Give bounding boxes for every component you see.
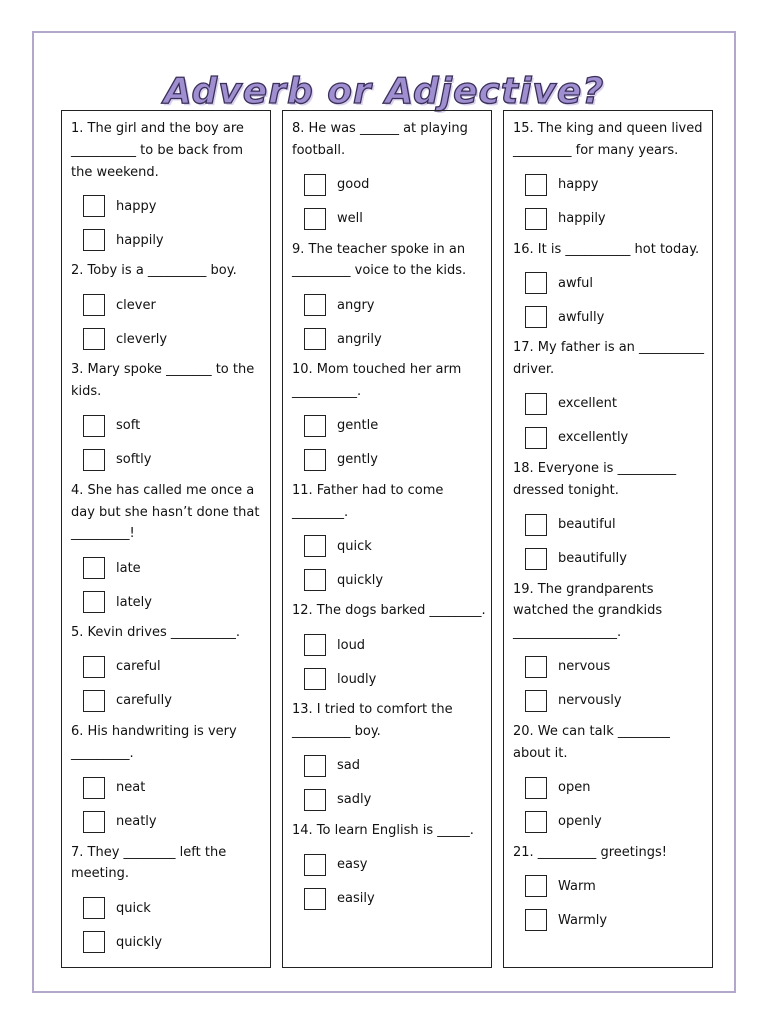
answer-option-label: awfully xyxy=(558,309,605,325)
question-block xyxy=(513,458,707,576)
question-text: 7. They ________ left the meeting. xyxy=(71,844,227,882)
answer-option[interactable] xyxy=(525,869,707,903)
answer-checkbox[interactable] xyxy=(304,634,326,656)
question-block xyxy=(513,239,707,335)
answer-option[interactable] xyxy=(83,189,265,223)
question-text: 13. I tried to comfort the _________ boy. xyxy=(292,702,453,739)
answer-option-label: sadly xyxy=(337,792,372,808)
answer-checkbox[interactable] xyxy=(304,294,326,316)
answer-option[interactable] xyxy=(83,409,265,443)
answer-option[interactable] xyxy=(525,300,707,334)
question-column-2 xyxy=(282,110,492,968)
answer-checkbox[interactable] xyxy=(83,294,105,316)
answer-option[interactable] xyxy=(525,266,707,300)
answer-checkbox[interactable] xyxy=(525,656,547,678)
answer-option-label: gently xyxy=(337,452,378,468)
answer-option[interactable] xyxy=(83,585,265,619)
answer-checkbox[interactable] xyxy=(83,449,105,471)
answer-option-label: careful xyxy=(116,659,161,675)
answer-checkbox[interactable] xyxy=(83,897,105,919)
answer-options xyxy=(304,628,486,696)
answer-option[interactable] xyxy=(304,443,486,477)
answer-option-label: happily xyxy=(558,211,606,227)
answer-option-label: angry xyxy=(337,297,375,313)
answer-option[interactable] xyxy=(525,542,707,576)
question-text: 1. The girl and the boy are __________ to be back from the weekend. xyxy=(71,121,244,180)
answer-checkbox[interactable] xyxy=(83,328,105,350)
answer-option[interactable] xyxy=(304,202,486,236)
answer-option-label: carefully xyxy=(116,693,172,709)
answer-option[interactable] xyxy=(83,805,265,839)
answer-options xyxy=(525,869,707,937)
answer-options xyxy=(525,168,707,236)
answer-options xyxy=(83,551,265,619)
answer-option-label: loud xyxy=(337,637,366,653)
answer-option[interactable] xyxy=(304,749,486,783)
question-block xyxy=(292,820,486,916)
question-block xyxy=(513,118,707,236)
question-text: 12. The dogs barked ________. xyxy=(292,603,486,619)
answer-option-label: quick xyxy=(337,538,372,554)
question-text: 21. _________ greetings! xyxy=(513,844,667,860)
answer-option-label: good xyxy=(337,177,370,193)
answer-option[interactable] xyxy=(304,882,486,916)
question-block xyxy=(513,337,707,455)
answer-option-label: Warm xyxy=(558,878,596,894)
answer-option[interactable] xyxy=(83,650,265,684)
question-text: 9. The teacher spoke in an _________ voice to the kids. xyxy=(292,241,467,279)
answer-checkbox[interactable] xyxy=(525,875,547,897)
answer-options xyxy=(304,848,486,916)
question-block xyxy=(71,480,265,619)
question-block xyxy=(71,721,265,839)
answer-checkbox[interactable] xyxy=(83,415,105,437)
answer-option[interactable] xyxy=(304,662,486,696)
answer-checkbox[interactable] xyxy=(525,811,547,833)
answer-checkbox[interactable] xyxy=(525,909,547,931)
question-text: 16. It is __________ hot today. xyxy=(513,241,700,257)
question-block xyxy=(71,622,265,718)
answer-option-label: easily xyxy=(337,891,375,907)
answer-options xyxy=(304,288,486,356)
answer-option-label: sad xyxy=(337,758,360,774)
question-text: 8. He was ______ at playing football. xyxy=(292,121,468,158)
answer-option[interactable] xyxy=(525,684,707,718)
answer-option[interactable] xyxy=(525,202,707,236)
answer-option-label: angrily xyxy=(337,331,382,347)
answer-option-label: awful xyxy=(558,275,594,291)
question-column-3 xyxy=(503,110,713,968)
question-block xyxy=(71,118,265,257)
question-text: 4. She has called me once a day but she hasn’t done that _________! xyxy=(71,482,260,542)
answer-option-label: Warmly xyxy=(558,912,608,928)
answer-checkbox[interactable] xyxy=(304,755,326,777)
answer-checkbox[interactable] xyxy=(304,328,326,350)
answer-option-label: happy xyxy=(558,177,599,193)
answer-option-label: happily xyxy=(116,232,164,248)
question-column-1 xyxy=(61,110,271,968)
answer-option[interactable] xyxy=(525,650,707,684)
answer-checkbox[interactable] xyxy=(304,449,326,471)
answer-checkbox[interactable] xyxy=(525,777,547,799)
question-block xyxy=(292,239,486,357)
question-block xyxy=(292,359,486,477)
answer-option-label: happy xyxy=(116,198,157,214)
worksheet-title: Adverb or Adjective? xyxy=(163,71,605,113)
answer-checkbox[interactable] xyxy=(525,306,547,328)
answer-checkbox[interactable] xyxy=(304,569,326,591)
answer-options xyxy=(83,650,265,718)
answer-option-label: clever xyxy=(116,297,156,313)
answer-option[interactable] xyxy=(83,288,265,322)
answer-option[interactable] xyxy=(304,322,486,356)
answer-option-label: gentle xyxy=(337,418,379,434)
answer-options xyxy=(304,409,486,477)
answer-option-label: beautiful xyxy=(558,517,616,533)
answer-option-label: late xyxy=(116,560,141,576)
question-block xyxy=(292,699,486,817)
answer-option[interactable] xyxy=(83,684,265,718)
question-block xyxy=(513,721,707,839)
question-block xyxy=(513,579,707,718)
answer-checkbox[interactable] xyxy=(83,557,105,579)
answer-options xyxy=(83,771,265,839)
answer-checkbox[interactable] xyxy=(83,811,105,833)
question-text: 11. Father had to come ________. xyxy=(292,482,444,520)
answer-options xyxy=(304,529,486,597)
answer-option[interactable] xyxy=(525,508,707,542)
answer-option[interactable] xyxy=(525,903,707,937)
question-block xyxy=(292,480,486,598)
answer-option[interactable] xyxy=(304,563,486,597)
answer-options xyxy=(525,387,707,455)
answer-option-label: easy xyxy=(337,857,368,873)
answer-options xyxy=(525,508,707,576)
answer-option-label: open xyxy=(558,780,591,796)
answer-option-label: quickly xyxy=(116,934,163,950)
question-text: 3. Mary spoke _______ to the kids. xyxy=(71,362,255,399)
question-block xyxy=(71,359,265,477)
answer-option[interactable] xyxy=(304,409,486,443)
answer-checkbox[interactable] xyxy=(83,931,105,953)
question-text: 17. My father is an __________ driver. xyxy=(513,340,705,378)
answer-option[interactable] xyxy=(304,168,486,202)
question-text: 15. The king and queen lived _________ for many years. xyxy=(513,121,703,158)
answer-checkbox[interactable] xyxy=(525,393,547,415)
question-block xyxy=(513,842,707,938)
answer-checkbox[interactable] xyxy=(83,777,105,799)
answer-option-label: excellently xyxy=(558,430,629,446)
answer-option-label: quickly xyxy=(337,572,384,588)
answer-option[interactable] xyxy=(304,848,486,882)
answer-option[interactable] xyxy=(83,551,265,585)
answer-checkbox[interactable] xyxy=(525,514,547,536)
answer-options xyxy=(525,650,707,718)
answer-option[interactable] xyxy=(83,891,265,925)
answer-options xyxy=(83,288,265,356)
answer-option[interactable] xyxy=(83,771,265,805)
answer-options xyxy=(83,409,265,477)
answer-options xyxy=(304,168,486,236)
answer-option[interactable] xyxy=(83,443,265,477)
question-block xyxy=(71,842,265,960)
answer-option-label: softly xyxy=(116,452,152,468)
answer-checkbox[interactable] xyxy=(304,174,326,196)
answer-option-label: beautifully xyxy=(558,551,627,567)
answer-checkbox[interactable] xyxy=(83,195,105,217)
answer-checkbox[interactable] xyxy=(304,789,326,811)
answer-option-label: nervous xyxy=(558,659,611,675)
answer-checkbox[interactable] xyxy=(304,888,326,910)
question-text: 6. His handwriting is very _________. xyxy=(71,723,237,761)
answer-options xyxy=(525,266,707,334)
answer-checkbox[interactable] xyxy=(304,668,326,690)
answer-checkbox[interactable] xyxy=(525,690,547,712)
answer-option[interactable] xyxy=(525,805,707,839)
answer-options xyxy=(525,771,707,839)
answer-checkbox[interactable] xyxy=(304,854,326,876)
question-text: 20. We can talk ________ about it. xyxy=(513,723,670,761)
answer-option[interactable] xyxy=(83,223,265,257)
answer-option[interactable] xyxy=(83,322,265,356)
answer-option-label: neat xyxy=(116,780,146,796)
answer-option[interactable] xyxy=(304,783,486,817)
answer-option[interactable] xyxy=(525,421,707,455)
question-text: 18. Everyone is _________ dressed tonight. xyxy=(513,460,677,498)
answer-option[interactable] xyxy=(304,529,486,563)
answer-checkbox[interactable] xyxy=(525,427,547,449)
answer-checkbox[interactable] xyxy=(83,229,105,251)
answer-checkbox[interactable] xyxy=(304,415,326,437)
answer-option[interactable] xyxy=(525,168,707,202)
answer-option-label: loudly xyxy=(337,671,377,687)
question-text: 10. Mom touched her arm __________. xyxy=(292,362,462,399)
question-block xyxy=(71,260,265,356)
answer-option[interactable] xyxy=(525,771,707,805)
question-text: 14. To learn English is _____. xyxy=(292,822,474,838)
answer-option[interactable] xyxy=(83,925,265,959)
answer-checkbox[interactable] xyxy=(83,690,105,712)
answer-option[interactable] xyxy=(304,288,486,322)
answer-checkbox[interactable] xyxy=(304,535,326,557)
answer-option[interactable] xyxy=(304,628,486,662)
answer-options xyxy=(83,189,265,257)
answer-option-label: neatly xyxy=(116,814,157,830)
answer-option-label: openly xyxy=(558,814,602,830)
question-text: 5. Kevin drives __________. xyxy=(71,625,241,641)
question-text: 2. Toby is a _________ boy. xyxy=(71,263,237,279)
answer-option[interactable] xyxy=(525,387,707,421)
answer-options xyxy=(304,749,486,817)
answer-checkbox[interactable] xyxy=(525,174,547,196)
answer-checkbox[interactable] xyxy=(83,591,105,613)
answer-option-label: quick xyxy=(116,900,151,916)
answer-option-label: excellent xyxy=(558,396,617,412)
answer-checkbox[interactable] xyxy=(525,208,547,230)
answer-option-label: cleverly xyxy=(116,331,168,347)
question-text: 19. The grandparents watched the grandkids ________________. xyxy=(513,581,663,641)
answer-option-label: soft xyxy=(116,418,141,434)
answer-option-label: lately xyxy=(116,594,152,610)
answer-checkbox[interactable] xyxy=(525,548,547,570)
answer-checkbox[interactable] xyxy=(525,272,547,294)
question-block xyxy=(292,118,486,236)
answer-option-label: nervously xyxy=(558,693,622,709)
answer-checkbox[interactable] xyxy=(304,208,326,230)
question-block xyxy=(292,600,486,696)
answer-checkbox[interactable] xyxy=(83,656,105,678)
answer-options xyxy=(83,891,265,959)
answer-option-label: well xyxy=(337,211,363,227)
